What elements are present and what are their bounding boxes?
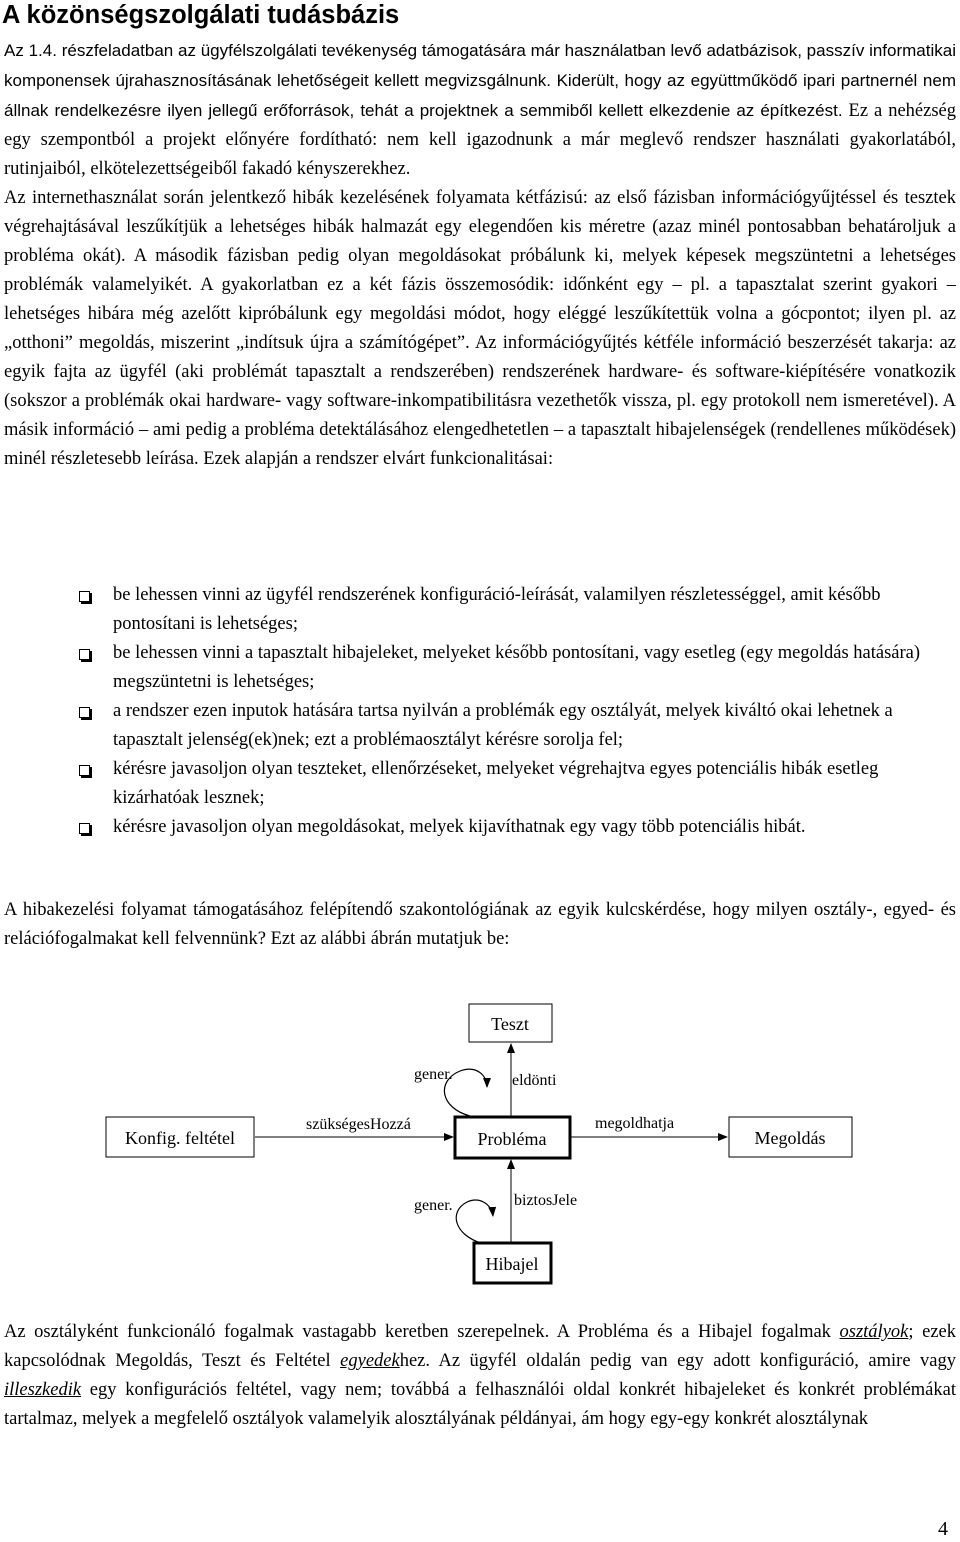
list-item [0, 755, 960, 813]
checkbox-bullet-icon [79, 649, 90, 660]
edge-label-eldonti: eldönti [512, 1072, 557, 1089]
list-item-text: a rendszer ezen inputok hatására tartsa nyilván a problémák egy osztályát, melyek kiváltó okai lehetnek a tapasztalt jelenség(ek)nek; ezt a problémaosztályt kérésre sorolja fel; [113, 701, 893, 750]
requirements-list [0, 581, 960, 842]
node-problema-label: Probléma [477, 1129, 547, 1149]
checkbox-bullet-icon [79, 823, 90, 834]
paragraph-4-text-1: Az osztályként funkcionáló fogalmak vastagabb keretben szerepelnek. A Probléma és a Hibajel fogalmak [4, 1322, 840, 1342]
list-item [0, 813, 960, 842]
list-item-text: kérésre javasoljon olyan megoldásokat, melyek kijavíthatnak egy vagy több potenciális hibát. [113, 817, 806, 837]
paragraph-4-text-3: hez. Az ügyfél oldalán pedig van egy adott konfiguráció, amire vagy [399, 1351, 956, 1371]
edge-label-biztosjele: biztosJele [514, 1192, 578, 1209]
node-konfig-label: Konfig. feltétel [125, 1128, 235, 1148]
term-osztalyok: osztályok [839, 1322, 909, 1342]
list-item-text: be lehessen vinni a tapasztalt hibajeleket, melyeket később pontosítani, vagy esetleg (egy megoldás hatására) megszüntetni is lehetséges; [113, 643, 921, 692]
paragraph-4-text-4: egy konfigurációs feltétel, vagy nem; továbbá a felhasználói oldal konkrét hibajeleket és konkrét problémákat tartalmaz, melyek a megfelelő osztályok valamelyik alosztályának példányai, ám hogy egy-egy konkrét alosztálynak [4, 1380, 956, 1429]
list-item [0, 697, 960, 755]
edge-label-gener-top: gener. [414, 1066, 453, 1083]
term-illeszkedik: illeszkedik [4, 1380, 82, 1400]
ontology-intro [4, 896, 956, 954]
paragraph-4-text-2: ; ezek kapcsolódnak Megoldás, Teszt és Feltétel [4, 1322, 956, 1371]
paragraph-1-part-1: Az 1.4. részfeladatban az ügyfélszolgálati tevékenység támogatására már használatban levő adatbázisok, passzív informatikai komponensek újrahasznosításának lehetőségeit kellett megvizsgálnunk. Kiderült, hogy az együttműködő ipari partnernél nem állnak rendelkezésre ilyen jellegű erőforrások, tehát a projektnek a semmiből kellett elkezdenie az építkezést. [4, 41, 956, 120]
paragraph-2: Az internethasználat során jelentkező hibák kezelésének folyamata kétfázisú: az első fázisban információgyűjtéssel és tesztek végrehajtásával leszűkítjük a lehetséges hibák halmazát egy elegendően kis méretre (azaz minél pontosabban behatároljuk a probléma okát). A második fázisban pedig olyan megoldásokat próbálunk ki, melyek képesek megszüntetni a lehetséges problémák valamelyikét. A gyakorlatban ez a két fázis összemosódik: időnként egy – pl. a tapasztalat szerint gyakori – lehetséges hibára még azelőtt kipróbálunk egy megoldási módot, hogy eléggé leszűkítettük volna a gócpontot; ilyen pl. az „otthoni” megoldás, miszerint „indítsuk újra a számítógépet”. Az információgyűjtés kétféle információ beszerzését takarja: az egyik fajta az ügyfél (aki problémát tapasztalt a rendszerében) rendszerének hardware- és software-kiépítésére vonatkozik (sokszor a problémák okai hardware- vagy software-inkompatibilitásra vezethetők vissza, pl. egy protokoll nem ismeretével). A másik információ – ami pedig a probléma detektálásához elengedhetetlen – a tapasztalt hibajelenségek (rendellenes működések) minél részletesebb leírása. Ezek alapján a rendszer elvárt funkcionalitásai: [4, 188, 956, 469]
checkbox-bullet-icon [79, 707, 90, 718]
list-item-text: be lehessen vinni az ügyfél rendszerének konfiguráció-leírását, valamilyen részletességgel, amit később pontosítani is lehetséges; [113, 585, 881, 634]
paragraph-1 [4, 36, 956, 184]
edge-label-szuksegeshozza: szükségesHozzá [306, 1116, 411, 1133]
page-title: A közönségszolgálati tudásbázis [2, 1, 400, 29]
term-egyedek: egyedek [340, 1351, 400, 1371]
checkbox-bullet-icon [79, 765, 90, 776]
paragraph-3: A hibakezelési folyamat támogatásához felépítendő szakontológiának az egyik kulcskérdése, hogy milyen osztály-, egyed- és relációfogalmakat kell felvennünk? Ezt az alábbi ábrán mutatjuk be: [4, 900, 956, 949]
checkbox-bullet-icon [79, 591, 90, 602]
paragraph-4 [4, 1318, 956, 1434]
page-number: 4 [938, 1518, 948, 1540]
list-item [0, 581, 960, 639]
list-item-text: kérésre javasoljon olyan teszteket, ellenőrzéseket, melyeket végrehajtva egyes potenciális hibák esetleg kizárhatóak lesznek; [113, 759, 879, 808]
edge-label-gener-bottom: gener. [414, 1197, 453, 1214]
edge-gener-bottom-loop [456, 1200, 493, 1243]
ontology-diagram [0, 995, 960, 1300]
paragraph-1-part-2: Ez a nehézség egy szempontból a projekt előnyére fordítható: nem kell igazodnunk a már meglevő rendszer használati gyakorlatából, rutinjaiból, elkötelezettségeiből fakadó kényszerekhez. [4, 101, 956, 179]
edge-label-megoldhatja: megoldhatja [595, 1115, 675, 1132]
node-teszt-label: Teszt [491, 1014, 529, 1034]
diagram-explanation [4, 1318, 956, 1434]
node-hibajel-label: Hibajel [485, 1254, 539, 1274]
list-item [0, 639, 960, 697]
node-megoldas-label: Megoldás [754, 1128, 826, 1148]
intro-paragraphs [4, 36, 956, 474]
